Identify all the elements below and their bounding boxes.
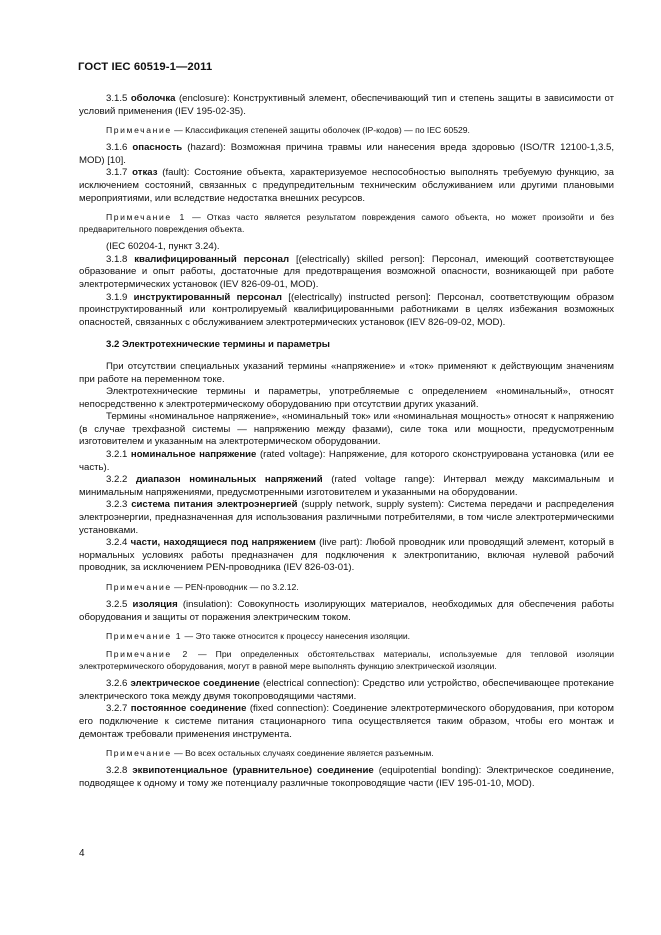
section-heading: 3.2 Электротехнические термины и параметры	[106, 339, 330, 351]
note: Примечание — Во всех остальных случаях соединение является разъемным.	[106, 748, 434, 759]
term-3-2-1: 3.2.1 номинальное напряжение (rated voltage): Напряжение, для которого сконструирована установка (или ее часть).	[79, 449, 614, 473]
page-number: 4	[79, 848, 85, 859]
document-body	[79, 93, 614, 790]
term-3-1-7: 3.1.7 отказ (fault): Состояние объекта, характеризуемое неспособностью выполнять требуемую функцию, за исключением состояний, связанных с предупредительным техническим обслуживанием или другими плановыми мероприятиями, или вследствие недостатка внешних ресурсов.	[79, 167, 614, 204]
term-3-1-5: 3.1.5 оболочка (enclosure): Конструктивный элемент, обеспечивающий тип и степень защиты в зависимости от условий применения (IEV 195-02-35).	[79, 93, 614, 117]
term-3-2-8: 3.2.8 эквипотенциальное (уравнительное) соединение (equipotential bonding): Электрическое соединение, подводящее к одному и тому же потенциалу различные токопроводящие части (IEV 195-01-10, MOD).	[79, 765, 614, 789]
term-3-1-9: 3.1.9 инструктированный персонал [(electrically) instructed person]: Персонал, соответствующим образом проинструктированный или контролируемый квалифицированными работниками в целях избежания возможных опасностей, связанных с обслуживанием электротермических установок (IEV 826-09-02, MOD).	[79, 291, 615, 328]
paragraph: Термины «номинальное напряжение», «номинальный ток» или «номинальная мощность» относят к напряжению (в случае трехфазной системы — напряжению между фазами), силе тока или мощности, предусмотренным изготовителем и указанным на электротермическом оборудовании.	[79, 411, 614, 448]
reference: (IEC 60204-1, пункт 3.24).	[106, 241, 220, 253]
term-3-2-4: 3.2.4 части, находящиеся под напряжением (live part): Любой проводник или проводящий элемент, который в нормальных условиях работы предназначен для подключения к электропитанию, включая нулевой рабочий проводник, за исключением PEN-проводника (IEV 826-03-01).	[79, 537, 615, 574]
term-3-1-8: 3.1.8 квалифицированный персонал [(electrically) skilled person]: Персонал, имеющий соответствующее образование и опыт работы, достаточные для предотвращения возможной опасности, возникающей при работе электротермических установок (IEV 826-09-01, MOD).	[79, 253, 614, 290]
note: Примечание — PEN-проводник — по 3.2.12.	[106, 582, 299, 592]
note: Примечание 1 — Это также относится к процессу нанесения изоляции.	[106, 631, 411, 642]
standard-header: ГОСТ IEC 60519-1—2011	[78, 61, 213, 73]
term-3-2-5: 3.2.5 изоляция (insulation): Совокупность изолирующих материалов, необходимых для обеспечения работы оборудования и защиты от поражения электрическим током.	[79, 599, 614, 623]
paragraph: Электротехнические термины и параметры, употребляемые с определением «номинальный», относят непосредственно к электротермическому оборудованию при отсутствии других указаний.	[79, 386, 614, 410]
paragraph: При отсутствии специальных указаний термины «напряжение» и «ток» применяют к действующим значениям при работе на переменном токе.	[79, 360, 614, 385]
note: Примечание 2 — При определенных обстоятельствах материалы, используемые для тепловой изоляции электротермического оборудования, могут в равной мере выполнять функцию электрической изоляции.	[79, 649, 614, 672]
term-3-2-7: 3.2.7 постоянное соединение (fixed connection): Соединение электротермического оборудования, при котором его подключение к системе питания стационарного типа осуществляется таким образом, чтобы его монтаж и демонтаж требовали применения инструмента.	[79, 703, 614, 740]
term-3-2-2: 3.2.2 диапазон номинальных напряжений (rated voltage range): Интервал между максимальным и минимальным напряжениями, предусмотренными изготовителем и указанными на оборудовании.	[79, 474, 614, 498]
note: Примечание 1 — Отказ часто является результатом повреждения самого объекта, но может произойти и без предварительного повреждения объекта.	[79, 212, 614, 235]
term-3-2-6: 3.2.6 электрическое соединение (electrical connection): Средство или устройство, обеспечивающее протекание электрического тока между двумя токопроводящими частями.	[79, 678, 615, 702]
term-3-2-3: 3.2.3 система питания электроэнергией (supply network, supply system): Система передачи и распределения электроэнергии, предназначенная для использования различными потребителями, в том числе электротермическими установками.	[79, 499, 614, 536]
term-3-1-6: 3.1.6 опасность (hazard): Возможная причина травмы или нанесения вреда здоровью (ISO/TR 12100-1,3.5, MOD) [10].	[79, 142, 614, 166]
note: Примечание — Классификация степеней защиты оболочек (IP-кодов) — по IEC 60529.	[106, 125, 470, 136]
